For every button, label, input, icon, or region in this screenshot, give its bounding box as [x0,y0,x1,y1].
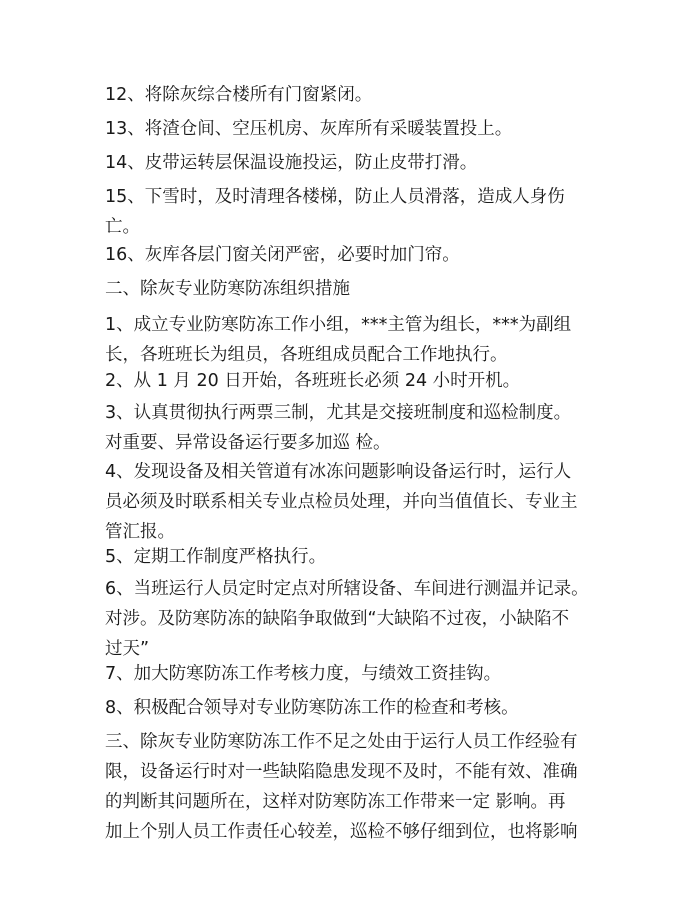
paragraph-line: 的判断其问题所在，这样对防寒防冻工作带来一定 影响。再 [105,792,566,812]
paragraph-s2-3 [105,398,605,458]
paragraph-line: 2、从 1 月 20 日开始，各班班长必须 24 小时开机。 [105,371,521,391]
paragraph-line: 13、将渣仓间、空压机房、灰库所有采暖装置投上。 [105,119,513,139]
paragraph-line: 对涉。及防寒防冻的缺陷争取做到“大缺陷不过夜，小缺陷不 [105,609,570,629]
section-heading-2 [105,274,605,304]
section-heading-3 [105,727,605,847]
paragraph-line: 长，各班班长为组员，各班组成员配合工作地执行。 [105,345,508,365]
paragraph-15 [105,182,605,242]
paragraph-16 [105,240,605,270]
paragraph-12 [105,80,605,110]
paragraph-s2-8 [105,693,605,723]
paragraph-line: 加上个别人员工作责任心较差，巡检不够仔细到位，也将影响 [105,822,578,842]
paragraph-line: 对重要、异常设备运行要多加巡 检。 [105,433,391,453]
paragraph-line: 12、将除灰综合楼所有门窗紧闭。 [105,85,373,105]
paragraph-line: 管汇报。 [105,522,175,542]
paragraph-line: 3、认真贯彻执行两票三制，尤其是交接班制度和巡检制度。 [105,403,572,423]
paragraph-line: 16、灰库各层门窗关闭严密，必要时加门帘。 [105,245,460,265]
paragraph-line: 限，设备运行时对一些缺陷隐患发现不及时，不能有效、准确 [105,762,578,782]
paragraph-line: 二、除灰专业防寒防冻组织措施 [105,279,350,299]
paragraph-line: 15、下雪时，及时清理各楼梯，防止人员滑落，造成人身伤 [105,187,565,207]
paragraph-s2-6 [105,574,605,664]
paragraph-line: 员必须及时联系相关专业点检员处理，并向当值值长、专业主 [105,492,578,512]
paragraph-line: 7、加大防寒防冻工作考核力度，与绩效工资挂钩。 [105,664,502,684]
paragraph-s2-1 [105,310,605,370]
paragraph-s2-2 [105,366,605,396]
paragraph-14 [105,148,605,178]
paragraph-s2-4 [105,457,605,547]
paragraph-line: 4、发现设备及相关管道有冰冻问题影响设备运行时，运行人 [105,462,572,482]
paragraph-line: 6、当班运行人员定时定点对所辖设备、车间进行测温并记录。 [105,579,589,599]
paragraph-line: 亡。 [105,217,140,237]
paragraph-s2-7 [105,659,605,689]
paragraph-line: 5、定期工作制度严格执行。 [105,547,327,567]
paragraph-line: 8、积极配合领导对专业防寒防冻工作的检查和考核。 [105,698,519,718]
paragraph-13 [105,114,605,144]
paragraph-line: 14、皮带运转层保温设施投运，防止皮带打滑。 [105,153,478,173]
paragraph-line: 1、成立专业防寒防冻工作小组，***主管为组长，***为副组 [105,315,572,335]
paragraph-s2-5 [105,542,605,572]
paragraph-line: 三、除灰专业防寒防冻工作不足之处由于运行人员工作经验有 [105,732,578,752]
paragraph-line: 过天” [105,639,150,659]
